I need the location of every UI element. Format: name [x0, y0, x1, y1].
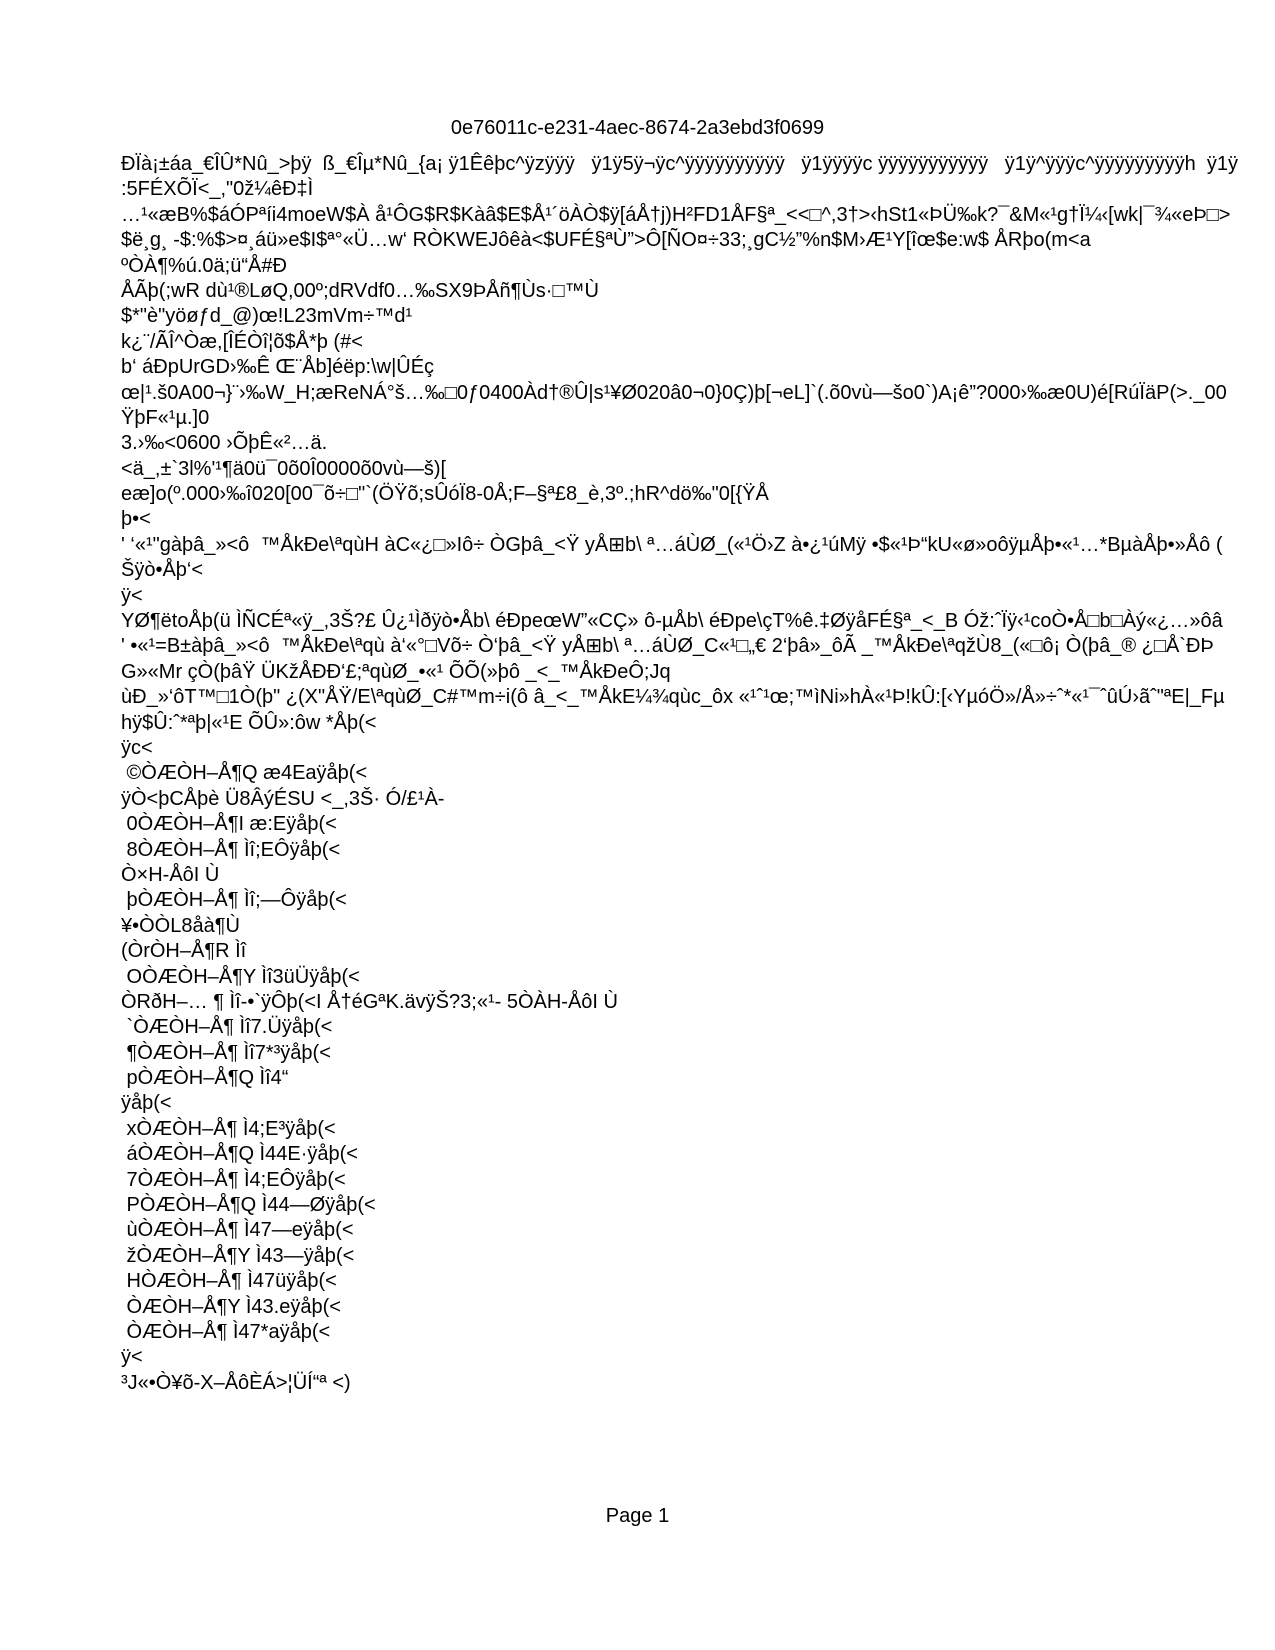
text-line: $*"è"yöøƒd_@)œ!L23mVm÷™d¹ — [121, 305, 413, 328]
text-line: 8ÒÆÒH–Å¶ Ìî;EÔÿåþ(< — [121, 838, 341, 861]
text-line: OÒÆÒH–Å¶Y Ìî3üÜÿåþ(< — [121, 965, 360, 988]
text-line: ÒÆÒH–Å¶ Ì47*aÿåþ(< — [121, 1320, 331, 1343]
text-line: G»«Mr çÒ(þâŸ ÜKžÅÐÐ‘£;ªqùØ_•«¹ ÕÕ(»þô _<_™ÅkÐeÔ;Jq — [121, 660, 671, 683]
text-line: $ë¸g¸ -$:%$>¤¸áü»e$I$ª°«Ü…w‘ RÒKWEJôêà<$UFÉ§ªÙ”>Ô[ÑO¤÷33;¸gC½”%n$M›Æ¹Y[îœ$e:w$ ÅRþo(m<a — [121, 229, 1091, 252]
text-line: Ò×H-ÅôI Ù — [121, 863, 220, 886]
text-line: PÒÆÒH–Å¶Q Ì44—Øÿåþ(< — [121, 1194, 376, 1217]
text-line: 7ÒÆÒH–Å¶ Ì4;EÔÿåþ(< — [121, 1168, 346, 1191]
page-number: Page 1 — [605, 1505, 670, 1527]
text-line: …¹«æB%$áÓPªíi4moeW$À å¹ÔG$R$Kàâ$E$Å¹´öÀÒ$ÿ[áÅ†j)H²FD1ÅF§ª_<<□^,3†>‹hSt1«ÞÜ‰k?¯&M«¹g†Ï¼‹[wk|¯¾«eÞ□> — [121, 203, 1231, 226]
text-line: þ•< — [121, 508, 151, 531]
text-line: ÿ< — [121, 584, 143, 607]
text-line: ' ‘«¹"gàþâ_»<ô ™ÅkÐe\ªqùH àC«¿□»Iô÷ ÒGþâ_<Ÿ yÅ⊞b\ ª…áÙØ_(«¹Ö›Z à•¿¹úMÿ •$«¹Þ“kU«ø»oôÿµÅþ•«¹…*BµàÅþ•»Åô ( — [121, 533, 1223, 556]
text-line: ÿåþ(< — [121, 1092, 172, 1115]
text-line: ÐÏà¡±áa_€ÎÛ*Nû_>þÿ ß_€Îµ*Nû_{a¡ ÿ1Êêþc^ÿzÿÿÿ ÿ1ÿ5ÿ¬ÿc^ÿÿÿÿÿÿÿÿÿÿ ÿ1ÿÿÿÿc ÿÿÿÿÿÿÿÿÿÿÿ ÿ1ÿ^ÿÿÿc^ÿÿÿÿÿÿÿÿÿh ÿ1ÿ — [121, 153, 1239, 175]
text-line: ŸþF«¹µ.]0 — [121, 406, 210, 429]
document-id-header: 0e76011c-e231-4aec-8674-2a3ebd3f0699 — [450, 117, 825, 139]
text-line: xÒÆÒH–Å¶ Ì4;E³ÿåþ(< — [121, 1117, 336, 1140]
text-line: ùÐ_»‘ôT™□1Ò(þ" ¿(X"ÅŸ/E\ªqùØ_C#™m÷i(ô â_<_™ÅkE¼¾qùc_ôx «¹ˆ¹œ;™ìNi»hÀ«¹Þ!kÛ:[‹YµóÖ»/Å»÷ˆ*«¹¯ˆûÚ›ãˆ"ªE|_Fµ — [121, 686, 1225, 709]
text-line: 0ÒÆÒH–Å¶I æ:Eÿåþ(< — [121, 813, 337, 836]
text-line: 3.›‰<0600 ›ÕþÊ«²…ä. — [121, 432, 328, 455]
text-line: ¥•ÒÒL8åà¶Ù — [121, 914, 240, 937]
text-line: ÿÒ<þCÅþè Ü8ÂýÉSU <_,3Š· Ó/£¹À- — [121, 787, 445, 810]
text-line: k¿¨/ÃÎ^Òæ,[ÎÉÒî¦õ$Å*þ (#< — [121, 330, 363, 353]
text-line: eæ]o(º.000›‰î020[00¯õ÷□"`(ÖŸõ;sÛóÏ8-0Å;F–§ª£8_è,3º.;hR^dö‰"0[{ŸÅ — [121, 483, 769, 506]
text-line: ÿ< — [121, 1346, 143, 1369]
text-line: þÒÆÒH–Å¶ Ìî;—Ôÿåþ(< — [121, 889, 347, 912]
text-line: ³J«•Ò¥õ-X–ÅôÈÁ>¦ÜÍ“ª <) — [121, 1371, 351, 1394]
text-line: ùÒÆÒH–Å¶ Ì47—eÿåþ(< — [121, 1219, 354, 1242]
text-line: ©ÒÆÒH–Å¶Q æ4Eaÿåþ(< — [121, 762, 368, 785]
text-line: ÿc< — [121, 736, 153, 759]
text-line: ºÒÀ¶%ú.0ä;ü“Å#Ð — [121, 254, 287, 277]
text-line: (ÒrÒH–Å¶R Ìî — [121, 940, 247, 963]
text-line: `ÒÆÒH–Å¶ Ìî7.Üÿåþ(< — [121, 1016, 333, 1039]
text-line: Šÿò•Åþ‘< — [121, 559, 204, 582]
text-line: HÒÆÒH–Å¶ Ì47üÿåþ(< — [121, 1270, 337, 1293]
text-line: :5FÉXÕÏ<_,"0ž¼êÐ‡Ì — [121, 178, 314, 201]
text-line: hÿ$Û:ˆ*ªþ|«¹E ÕÛ»:ôw *Åþ(< — [121, 711, 377, 734]
text-line: <ä_,±`3l%'¹¶ä0ü¯0õ0Î0000õ0vù—š)[ — [121, 457, 447, 480]
text-line: pÒÆÒH–Å¶Q Ìî4“ — [121, 1067, 289, 1090]
text-line: ¶ÒÆÒH–Å¶ Ìî7*³ÿåþ(< — [121, 1041, 331, 1064]
text-line: ' •«¹=B±àþâ_»<ô ™ÅkÐe\ªqù à‘«°□Võ÷ Ò‘þâ_<Ÿ yÅ⊞b\ ª…áÙØ_C«¹□„€ 2‘þâ»_ôÃ _™ÅkÐe\ªqžÙ8_(«□ô¡ Ò(þâ_® ¿□Å`ÐÞ — [121, 635, 1214, 658]
text-line: YØ¶ëtoÅþ(ü ÌÑCÉª«ÿ_,3Š?£ Û¿¹Ìðÿò•Åb\ éÐpeœW”«CÇ» ô-µÅb\ éÐpe\çT%ê.‡ØÿåFÉ§ª_<_B Óž:ˆÏÿ‹¹coÒ•Å□b□Àý«¿…»ôâ — [121, 610, 1223, 633]
text-line: žÒÆÒH–Å¶Y Ì43—ÿåþ(< — [121, 1244, 355, 1267]
text-line: b‘ áÐpUrGD›‰Ê Œ¨Åb]éëp:\w|ÛÉç — [121, 356, 435, 379]
text-line: áÒÆÒH–Å¶Q Ì44E·ÿåþ(< — [121, 1143, 358, 1166]
text-line: ÅÃþ(;wR dù¹®LøQ,00º;dRVdf0…‰SX9ÞÅñ¶Ùs·□™Ù — [121, 279, 599, 302]
text-line: ÒÆÒH–Å¶Y Ì43.eÿåþ(< — [121, 1295, 341, 1318]
text-line: ÒRðH–… ¶ Ìî-•`ÿÔþ(<I Å†éGªK.ävÿŠ?3;«¹- 5ÒÀH-ÅôI Ù — [121, 990, 618, 1013]
text-line: œ|¹.š0A00¬}¨›‰W_H;æReNÁ°š…‰□0ƒ0400Àd†®Û|s¹¥Ø020â0¬0}0Ç)þ[¬eL]`(.õ0vù—šo0`)A¡ê”?000›‰æ0U)é[RúÏäP(>._00 — [121, 381, 1227, 404]
document-body — [121, 152, 1275, 1396]
